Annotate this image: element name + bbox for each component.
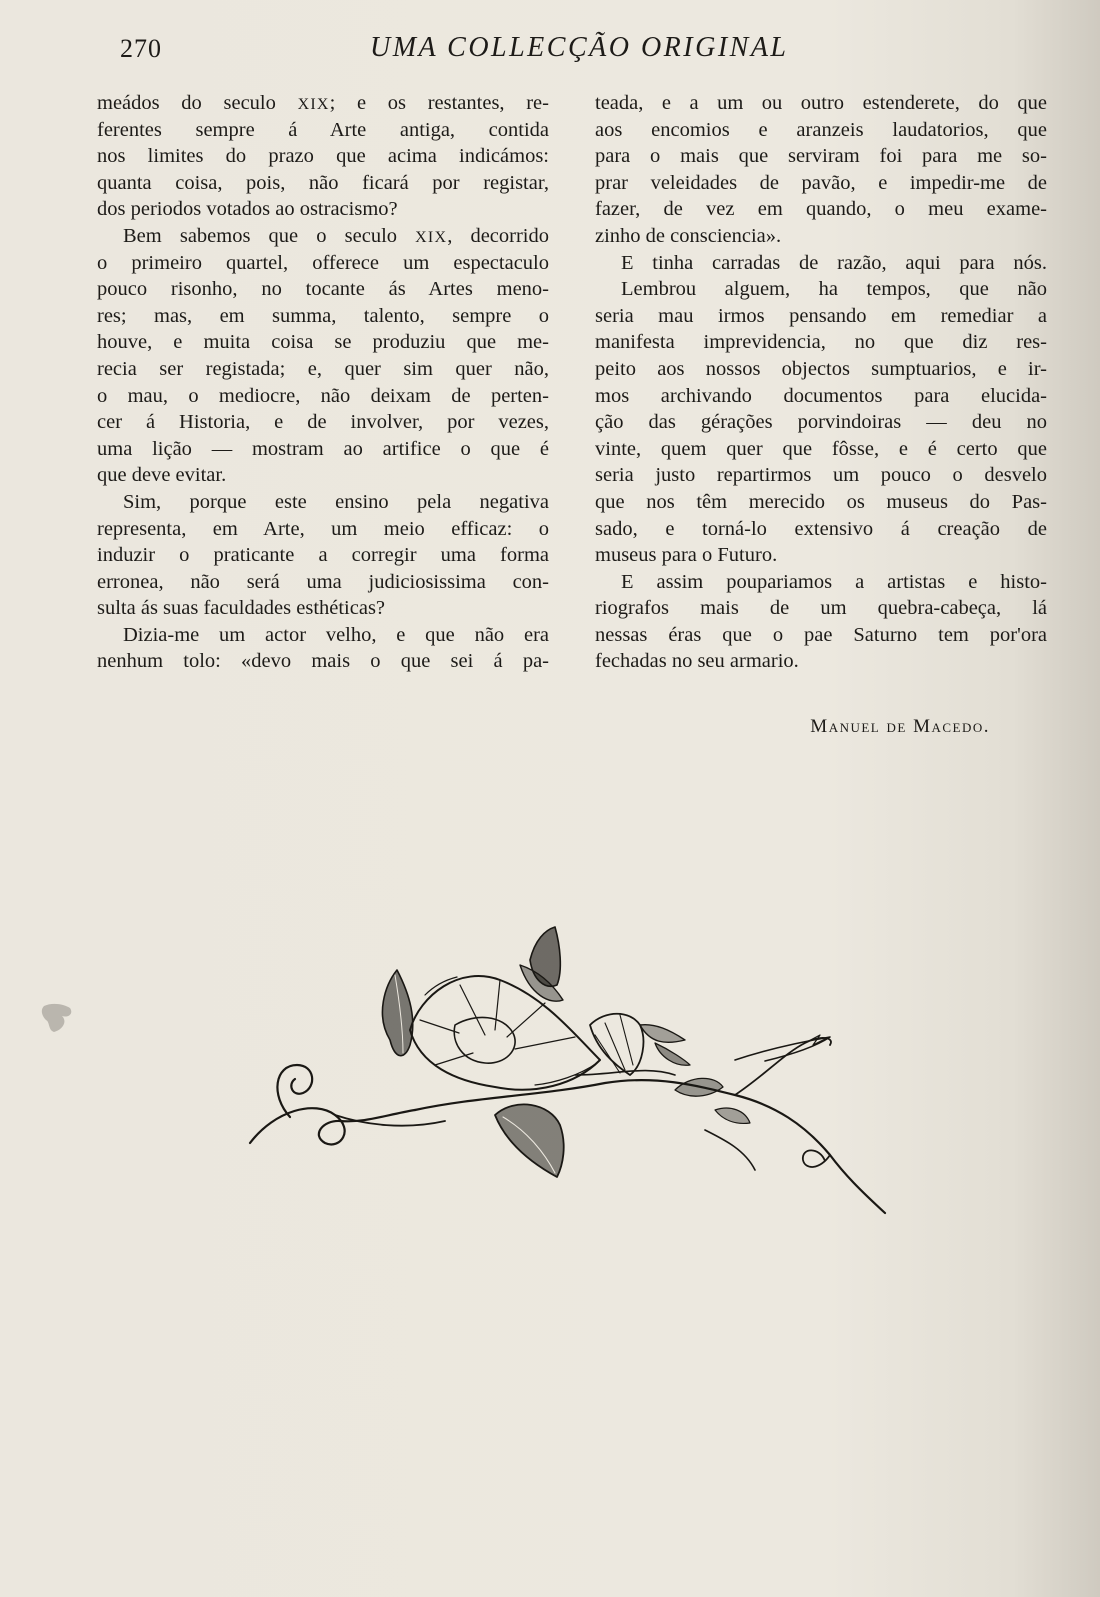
text-line: E tinha carradas de razão, aqui para nós. bbox=[621, 251, 1047, 274]
text-line: zinho de consciencia». bbox=[595, 224, 782, 247]
morning-glory-flower-icon bbox=[245, 925, 905, 1225]
right-column bbox=[595, 90, 1047, 675]
text-line: sulta ás suas faculdades esthéticas? bbox=[97, 597, 386, 620]
text-line: sado, e torná-lo extensivo á creação de bbox=[595, 517, 1047, 540]
text-line: recia ser registada; e, quer sim quer não, bbox=[97, 357, 549, 380]
text-line: aos encomios e aranzeis laudatorios, que bbox=[595, 118, 1047, 141]
text-line: Bem sabemos que o seculo XIX, decorrido bbox=[123, 224, 549, 247]
text-line: E assim poupariamos a artistas e histo- bbox=[621, 570, 1047, 593]
text-line: peito aos nossos objectos sumptuarios, e ir- bbox=[595, 357, 1047, 380]
text-line: nos limites do prazo que acima indicámos: bbox=[97, 145, 549, 168]
text-line: fechadas no seu armario. bbox=[595, 650, 799, 673]
text-line: riografos mais de um quebra-cabeça, lá bbox=[595, 597, 1047, 620]
text-line: representa, em Arte, um meio efficaz: o bbox=[97, 517, 549, 540]
text-line: o mau, o mediocre, não deixam de perten- bbox=[97, 384, 549, 407]
page-number: 270 bbox=[120, 34, 162, 63]
text-line: houve, e muita coisa se produziu que me- bbox=[97, 331, 549, 354]
text-line: manifesta imprevidencia, no que diz res- bbox=[595, 331, 1047, 354]
text-line: Lembrou alguem, ha tempos, que não bbox=[621, 278, 1047, 301]
text-line: quanta coisa, pois, não ficará por registar, bbox=[97, 171, 549, 194]
text-line: ferentes sempre á Arte antiga, contida bbox=[97, 118, 549, 141]
text-line: nessas éras que o pae Saturno tem por'ora bbox=[595, 623, 1047, 646]
running-title: UMA COLLECÇÃO ORIGINAL bbox=[370, 32, 789, 63]
ink-stain-icon bbox=[38, 1000, 78, 1036]
roman-numeral: XIX bbox=[297, 96, 330, 113]
text-line: que nos têm merecido os museus do Pas- bbox=[595, 490, 1047, 513]
page-header bbox=[120, 32, 1040, 72]
text-line: para o mais que serviram foi para me so- bbox=[595, 145, 1047, 168]
author-signature: Manuel de Macedo. bbox=[810, 716, 990, 737]
text-line: induzir o praticante a corregir uma forma bbox=[97, 544, 549, 567]
text-line: dos periodos votados ao ostracismo? bbox=[97, 198, 398, 221]
text-line: seria mau irmos pensando em remediar a bbox=[595, 304, 1047, 327]
text-line: pouco risonho, no tocante ás Artes meno- bbox=[97, 278, 549, 301]
text-line: fazer, de vez em quando, o meu exame- bbox=[595, 198, 1047, 221]
text-line: museus para o Futuro. bbox=[595, 544, 778, 567]
text-line: o primeiro quartel, offerece um espectaculo bbox=[97, 251, 549, 274]
text-line: prar veleidades de pavão, e impedir-me de bbox=[595, 171, 1047, 194]
left-column bbox=[97, 90, 549, 675]
roman-numeral: XIX bbox=[415, 228, 448, 246]
text-line: que deve evitar. bbox=[97, 464, 227, 487]
text-line: ção das gérações porvindoiras — deu no bbox=[595, 411, 1047, 434]
text-line: meádos do seculo XIX; e os restantes, re- bbox=[97, 92, 549, 114]
text-line: teada, e a um ou outro estenderete, do que bbox=[595, 92, 1047, 114]
text-line: nenhum tolo: «devo mais o que sei á pa- bbox=[97, 650, 549, 673]
text-line: erronea, não será uma judiciosissima con- bbox=[97, 570, 549, 593]
text-line: seria justo repartirmos um pouco o desvelo bbox=[595, 464, 1047, 487]
text-line: mos archivando documentos para elucida- bbox=[595, 384, 1047, 407]
text-line: Dizia-me um actor velho, e que não era bbox=[123, 623, 549, 646]
text-line: Sim, porque este ensino pela negativa bbox=[123, 490, 549, 513]
text-line: vinte, quem quer que fôsse, e é certo que bbox=[595, 437, 1047, 460]
text-line: uma lição — mostram ao artifice o que é bbox=[97, 437, 549, 460]
text-line: cer á Historia, e de involver, por vezes, bbox=[97, 411, 549, 434]
text-line: res; mas, em summa, talento, sempre o bbox=[97, 304, 549, 327]
